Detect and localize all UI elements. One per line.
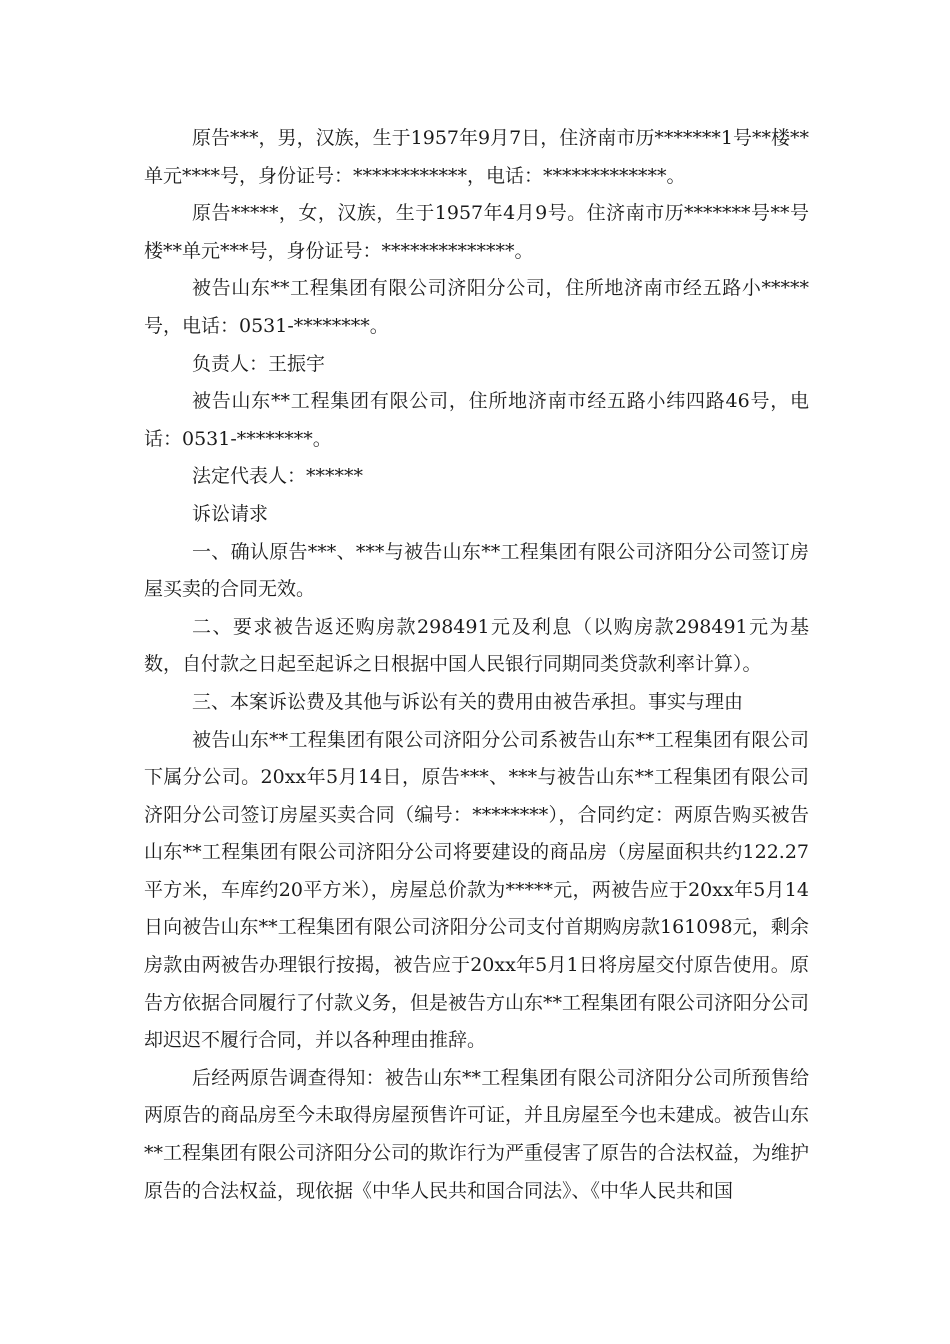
claim-1-paragraph: 一、确认原告***、***与被告山东**工程集团有限公司济阳分公司签订房屋买卖的合同无效。 <box>144 540 809 601</box>
legal-representative-paragraph: 法定代表人：****** <box>192 465 364 488</box>
claim-2-paragraph: 二、要求被告返还购房款298491元及利息（以购房款298491元为基数，自付款之日起至起诉之日根据中国人民银行同期同类贷款利率计算）。 <box>144 615 809 676</box>
plaintiff-2-paragraph: 原告*****，女，汉族，生于1957年4月9号。住济南市历*******号**号楼**单元***号，身份证号：**************。 <box>144 202 809 262</box>
investigation-paragraph: 后经两原告调查得知：被告山东**工程集团有限公司济阳分公司所预售给两原告的商品房至今未取得房屋预售许可证，并且房屋至今也未建成。被告山东**工程集团有限公司济阳分公司的欺诈行为严重侵害了原告的合法权益，为维护原告的合法权益，现依据《中华人民共和国合同法》、《中华人民共和国 <box>144 1066 810 1202</box>
document-body <box>144 120 809 1210</box>
defendant-2-paragraph: 被告山东**工程集团有限公司，住所地济南市经五路小纬四路46号，电话：0531-********。 <box>144 390 809 450</box>
responsible-person-paragraph: 负责人：王振宇 <box>192 352 326 375</box>
facts-paragraph: 被告山东**工程集团有限公司济阳分公司系被告山东**工程集团有限公司下属分公司。20xx年5月14日，原告***、***与被告山东**工程集团有限公司济阳分公司签订房屋买卖合同（编号：********），合同约定：两原告购买被告山东**工程集团有限公司济阳分公司将要建设的商品房（房屋面积共约122.27平方米，车库约20平方米），房屋总价款为*****元，两被告应于20xx年5月14日向被告山东**工程集团有限公司济阳分公司支付首期购房款161098元，剩余房款由两被告办理银行按揭，被告应于20xx年5月1日将房屋交付原告使用。原告方依据合同履行了付款义务，但是被告方山东**工程集团有限公司济阳分公司却迟迟不履行合同，并以各种理由推辞。 <box>144 728 810 1052</box>
claims-heading: 诉讼请求 <box>192 502 269 525</box>
defendant-1-paragraph: 被告山东**工程集团有限公司济阳分公司，住所地济南市经五路小*****号，电话：0531-********。 <box>144 277 809 337</box>
claim-3-paragraph: 三、本案诉讼费及其他与诉讼有关的费用由被告承担。事实与理由 <box>192 690 744 713</box>
plaintiff-1-paragraph: 原告***，男，汉族，生于1957年9月7日，住济南市历*******1号**楼**单元****号，身份证号：************，电话：*************。 <box>144 127 809 187</box>
